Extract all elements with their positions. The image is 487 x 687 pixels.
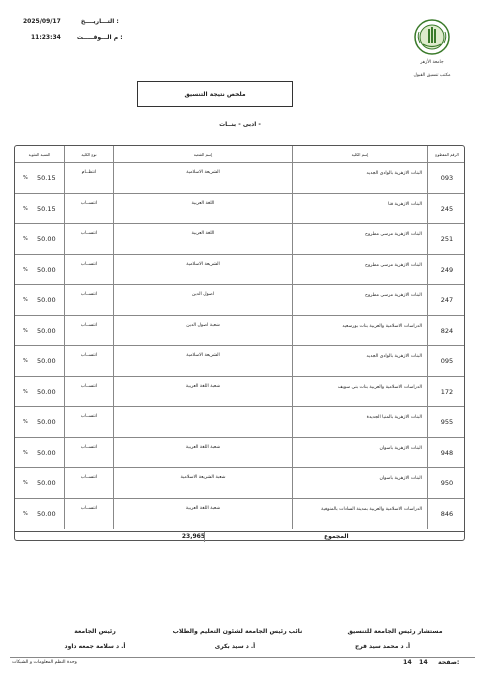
president-title: رئيس الجامعة (74, 628, 116, 635)
time-value: 11:23:34م (31, 34, 119, 41)
percentage-value: 50.15 (37, 174, 56, 183)
cell-code: 251 (427, 224, 465, 255)
cell-code: 245 (427, 194, 465, 225)
cell-percentage (15, 224, 64, 255)
org-office: مكتب تنسيق القبول (413, 73, 451, 78)
cell-specialization: الشريعة الاسلامية (113, 346, 292, 377)
cell-college: البنات الازهرية مرسى مطروح (292, 224, 427, 255)
footer-unit: وحدة النظم المعلومات و الشبكات (12, 660, 77, 665)
table-row (15, 376, 464, 408)
percent-sign: % (23, 510, 28, 517)
percentage-value: 50.00 (37, 265, 56, 274)
percentage-value: 50.00 (37, 357, 56, 366)
percentage-value: 50.00 (37, 235, 56, 244)
cell-college: البنات الازهرية مرسى مطروح (292, 255, 427, 286)
date-row (23, 17, 119, 27)
cell-type: انتظــام (64, 163, 113, 194)
cell-college: الدراسات الاسلامية والعربية بنات بورسعيد (292, 316, 427, 347)
cell-percentage (15, 285, 64, 316)
percentage-value: 50.00 (37, 448, 56, 457)
cell-percentage (15, 468, 64, 499)
cell-type: انتســاب (64, 407, 113, 438)
report-title: ملخص نتيجة التنسيق (184, 90, 246, 98)
cell-college: البنات الازهرية مرسى مطروح (292, 285, 427, 316)
total-row (14, 531, 465, 542)
table-row (15, 223, 464, 255)
cell-specialization: اللغة العربية (113, 194, 292, 225)
cell-type: انتســاب (64, 468, 113, 499)
time-row (23, 33, 123, 43)
cell-percentage (15, 255, 64, 286)
page-current: 14 (403, 659, 412, 666)
cell-college: البنات الازهرية قنا (292, 194, 427, 225)
percent-sign: % (23, 236, 28, 243)
cell-code: 955 (427, 407, 465, 438)
university-logo (413, 18, 451, 56)
table-row (15, 254, 464, 286)
page-total: 14 (418, 659, 428, 666)
cell-type: انتســاب (64, 346, 113, 377)
percentage-value: 50.00 (37, 387, 56, 396)
total-divider (204, 532, 205, 542)
cell-type: انتســاب (64, 255, 113, 286)
cell-percentage (15, 377, 64, 408)
cell-code: 249 (427, 255, 465, 286)
percent-sign: % (23, 480, 28, 487)
cell-code: 172 (427, 377, 465, 408)
vice-president-name: أ. د سيد بكرى (214, 643, 256, 650)
table-row (15, 315, 464, 347)
percent-sign: % (23, 327, 28, 334)
table-row (15, 345, 464, 377)
cell-specialization: الشريعة الاسلامية (113, 255, 292, 286)
cell-college: الدراسات الاسلامية والعربية بنات بنى سويف (292, 377, 427, 408)
coordinator-name: أ. د محمد سيد فرج (354, 643, 411, 650)
cell-percentage (15, 346, 64, 377)
footer-divider (10, 657, 475, 658)
cell-percentage (15, 438, 64, 469)
cell-code: 247 (427, 285, 465, 316)
report-subtitle: - ادبى - بنــات (219, 121, 261, 128)
percent-sign: % (23, 297, 28, 304)
table-row (15, 193, 464, 225)
table-row (15, 467, 464, 499)
percentage-value: 50.00 (37, 418, 56, 427)
cell-college: البنات الازهرية بالوادى الجديد (292, 346, 427, 377)
table-row (15, 437, 464, 469)
cell-type: انتســاب (64, 377, 113, 408)
org-name: جامعة الأزهر (420, 60, 444, 65)
percent-sign: % (23, 205, 28, 212)
header-type: نوع الكلية (64, 146, 113, 162)
report-title-box (137, 81, 293, 107)
date-value: 2025/09/17 (23, 18, 61, 25)
cell-type: انتســاب (64, 224, 113, 255)
vice-president-title: نائب رئيس الجامعة لشئون التعليم والطلاب (172, 628, 303, 635)
cell-college: البنات الازهرية باسوان (292, 468, 427, 499)
cell-percentage (15, 407, 64, 438)
coordinator-title: مستشار رئيس الجامعة للتنسيق (347, 628, 443, 635)
cell-specialization: اللغة العربية (113, 224, 292, 255)
cell-code: 095 (427, 346, 465, 377)
page-label: صفحة: (437, 659, 460, 666)
cell-percentage (15, 163, 64, 194)
table-row (15, 284, 464, 316)
percent-sign: % (23, 419, 28, 426)
cell-code: 824 (427, 316, 465, 347)
percent-sign: % (23, 175, 28, 182)
cell-college: البنات الازهرية بالوادى الجديد (292, 163, 427, 194)
cell-college: البنات الازهرية بالمنيا الجديدة (292, 407, 427, 438)
cell-code: 846 (427, 499, 465, 530)
percent-sign: % (23, 388, 28, 395)
percentage-value: 50.15 (37, 204, 56, 213)
cell-college: الدراسات الاسلامية والعربية بمدينة السادات بالمنوفية (292, 499, 427, 530)
cell-specialization: شعبة اللغة العربية (113, 499, 292, 530)
cell-code: 948 (427, 438, 465, 469)
cell-type: انتســاب (64, 285, 113, 316)
cell-specialization: اصول الدين (113, 285, 292, 316)
president-name: أ. د سلامة جمعه داود (64, 643, 126, 650)
cell-specialization: الشريعة الاسلامية (113, 163, 292, 194)
cell-percentage (15, 316, 64, 347)
percentage-value: 50.00 (37, 296, 56, 305)
header-percentage: النسبة المئوية (28, 152, 51, 157)
page-indicator (403, 659, 459, 666)
cell-percentage (15, 499, 64, 530)
percentage-value: 50.00 (37, 509, 56, 518)
percent-sign: % (23, 358, 28, 365)
header-code: الرقم المقطوع (427, 146, 465, 162)
table-header (15, 146, 464, 162)
cell-type: انتســاب (64, 316, 113, 347)
cell-specialization: شعبة اللغة العربية (113, 377, 292, 408)
cell-code: 950 (427, 468, 465, 499)
table-row (15, 406, 464, 438)
cell-percentage (15, 194, 64, 225)
cell-college: البنات الازهرية باسوان (292, 438, 427, 469)
percent-sign: % (23, 449, 28, 456)
total-label: المجموع (324, 533, 349, 540)
header-college: إسم الكلية (292, 146, 427, 162)
total-value: 23,965 (181, 533, 205, 540)
percent-sign: % (23, 266, 28, 273)
header-specialization: إسم الشعبة (113, 146, 292, 162)
date-label: التـــاريــــخ : (80, 18, 119, 25)
cell-type: انتســاب (64, 499, 113, 530)
cell-specialization: شعبة اللغة العربية (113, 438, 292, 469)
cell-code: 093 (427, 163, 465, 194)
time-label: الـــوقـــــت : (76, 34, 123, 41)
cell-type: انتســاب (64, 438, 113, 469)
results-table (14, 145, 465, 541)
percentage-value: 50.00 (37, 326, 56, 335)
cell-specialization (113, 407, 292, 438)
cell-specialization: شعبة الشريعة الاسلامية (113, 468, 292, 499)
table-row (15, 162, 464, 194)
cell-type: انتســاب (64, 194, 113, 225)
table-row (15, 498, 464, 530)
cell-specialization: شعبة اصول الدين (113, 316, 292, 347)
percentage-value: 50.00 (37, 479, 56, 488)
